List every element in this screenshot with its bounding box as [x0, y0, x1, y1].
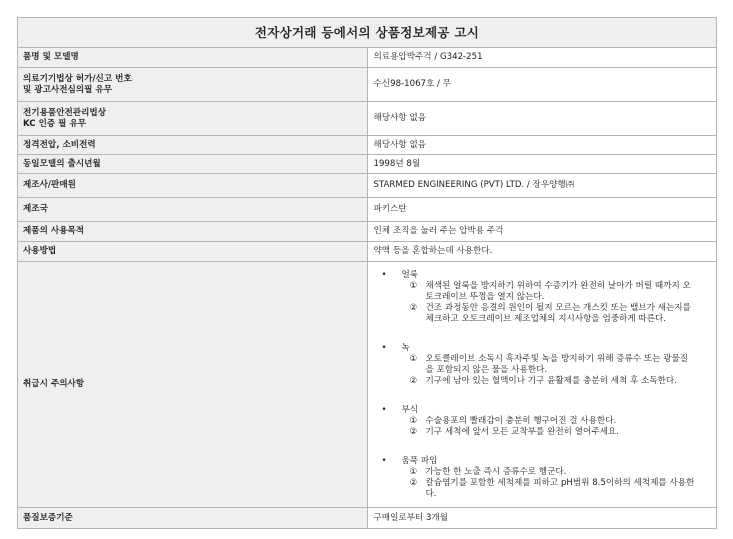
row-value: 구매일로부터 3개월 — [367, 508, 717, 529]
item-text: 칼슘염기를 포함한 세척제를 피하고 pH범위 8.5이하의 세척제를 사용한다. — [425, 477, 695, 499]
row-label — [18, 102, 368, 136]
caution-content — [367, 262, 717, 508]
item-text: 가능한 한 노출 즉시 증류수로 헹군다. — [425, 466, 567, 477]
table-row — [18, 136, 717, 155]
caution-section-rust — [382, 343, 711, 387]
item-text: 기구에 남아 있는 혈액이나 기구 윤활제를 충분히 세척 후 소독한다. — [425, 375, 677, 386]
row-value: 인체 조직을 눌러 주는 압박용 주걱 — [367, 222, 717, 242]
caution-section-pitting — [382, 456, 711, 500]
item-number: ② — [409, 426, 418, 437]
section-heading: 녹 — [401, 342, 410, 353]
item-number: ① — [409, 280, 418, 291]
row-value: STARMED ENGINEERING (PVT) LTD. / 장우양행㈜ — [367, 174, 717, 198]
caution-label: 취급시 주의사항 — [18, 262, 368, 508]
item-number: ② — [409, 477, 418, 488]
table-row — [18, 68, 717, 102]
item-text: 건조 과정동안 응결의 원인이 될지 모르는 개스킷 또는 밸브가 새는지를 체크하고 오토크레이브 제조업체의 지시사항을 엄중하게 따른다. — [425, 302, 691, 324]
list-item — [382, 478, 711, 500]
item-number: ① — [409, 466, 418, 477]
section-heading: 얼룩 — [401, 269, 419, 280]
item-text: 오토클레이브 소독시 흑자주빛 녹을 방지하기 위해 증류수 또는 광물질을 포함되지 않은 물을 사용한다. — [425, 353, 689, 375]
table-row — [18, 155, 717, 174]
row-label: 동일모델의 출시년월 — [18, 155, 368, 174]
caution-section-stain — [382, 270, 711, 325]
row-value: 해당사항 없음 — [367, 136, 717, 155]
row-label: 제조사/판매원 — [18, 174, 368, 198]
item-number: ② — [409, 302, 418, 313]
row-label: 품명 및 모델명 — [18, 48, 368, 68]
row-value: 수신98-1067호 / 무 — [367, 68, 717, 102]
table-row — [18, 198, 717, 222]
table-row — [18, 222, 717, 242]
section-heading: 움푹 파임 — [401, 455, 438, 466]
bullet-icon: • — [381, 404, 387, 415]
row-label: 제품의 사용목적 — [18, 222, 368, 242]
table-row — [18, 508, 717, 529]
list-item — [382, 281, 711, 303]
row-label-line: 의료기기법상 허가/신고 번호 및 광고사전심의필 유무 — [23, 73, 132, 95]
product-info-notice — [17, 17, 717, 529]
bullet-icon: • — [381, 342, 387, 353]
table-row — [18, 242, 717, 262]
bullet-icon: • — [381, 455, 387, 466]
row-value: 의료용압박주걱 / G342-251 — [367, 48, 717, 68]
list-item — [382, 416, 711, 427]
row-label — [18, 68, 368, 102]
row-label: 제조국 — [18, 198, 368, 222]
list-item — [382, 303, 711, 325]
caution-section-corrosion — [382, 405, 711, 438]
title-row — [18, 18, 717, 48]
item-number: ② — [409, 375, 418, 386]
row-value: 1998년 8월 — [367, 155, 717, 174]
list-item — [382, 354, 711, 376]
table-row — [18, 174, 717, 198]
row-label: 정격전압, 소비전력 — [18, 136, 368, 155]
row-label: 사용방법 — [18, 242, 368, 262]
row-value: 해당사항 없음 — [367, 102, 717, 136]
row-label: 품질보증기준 — [18, 508, 368, 529]
notice-title: 전자상거래 등에서의 상품정보제공 고시 — [18, 18, 717, 48]
caution-row — [18, 262, 717, 508]
row-value: 파키스탄 — [367, 198, 717, 222]
item-number: ① — [409, 415, 418, 426]
list-item — [382, 467, 711, 478]
item-text: 기구 세척에 앞서 모든 교착부를 완전히 열어주세요. — [425, 426, 619, 437]
item-text: 채색된 얼룩을 방지하기 위하여 수증기가 완전히 날아가 버릴 때까지 오토크레이브 뚜껑을 열지 않는다. — [425, 280, 691, 302]
list-item — [382, 376, 711, 387]
row-value: 약액 등을 혼합하는데 사용한다. — [367, 242, 717, 262]
list-item — [382, 427, 711, 438]
section-heading: 부식 — [401, 404, 419, 415]
item-number: ① — [409, 353, 418, 364]
item-text: 수술용포의 빨래감이 충분히 헹구어진 걸 사용한다. — [425, 415, 617, 426]
product-info-table — [17, 17, 717, 529]
row-label-line: 전기용품안전관리법상 KC 인증 필 유무 — [23, 107, 107, 129]
table-row — [18, 48, 717, 68]
table-row — [18, 102, 717, 136]
bullet-icon: • — [381, 269, 387, 280]
